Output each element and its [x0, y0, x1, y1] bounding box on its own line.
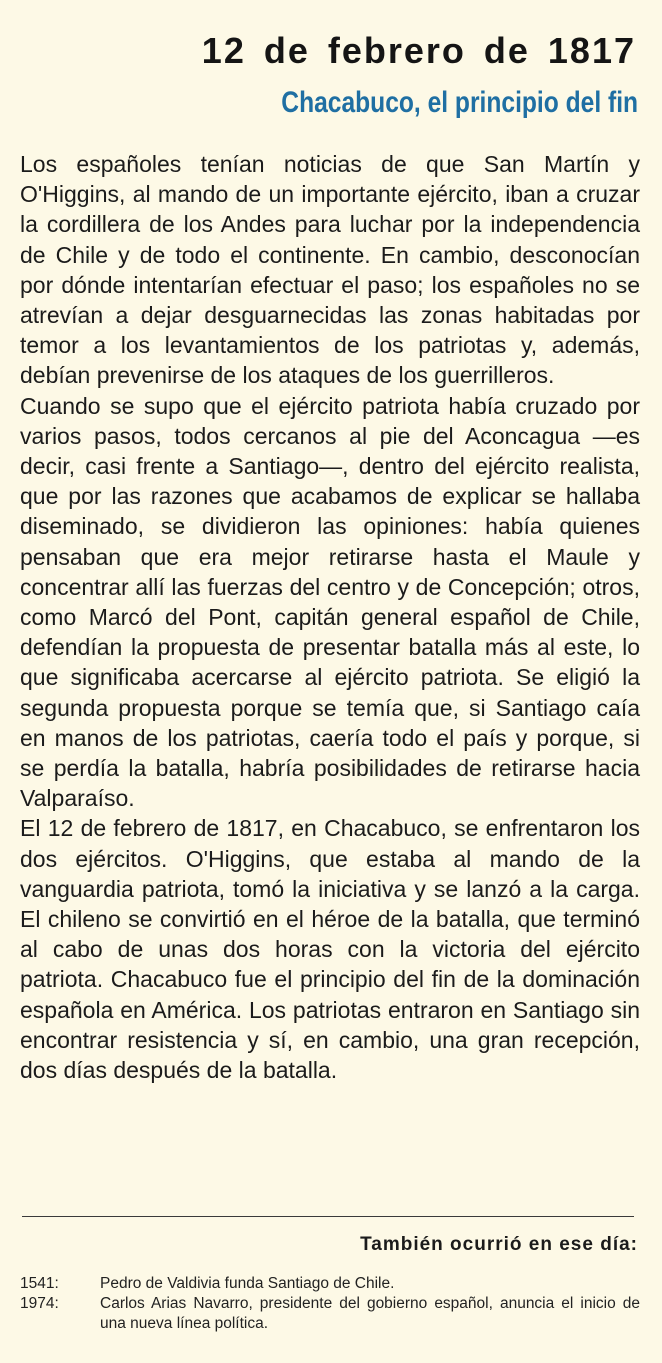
event-year: 1541: — [20, 1275, 59, 1292]
article-body — [20, 149, 640, 1085]
date-title: 12 de febrero de 1817 — [201, 30, 636, 71]
event-year: 1974: — [20, 1295, 59, 1312]
article-paragraph: Los españoles tenían noticias de que San Martín y O'Higgins, al mando de un importante ejército, iban a cruzar la cordillera de los Andes para luchar por la independencia de Chile y de todo el continente. En cambio, desconocían por dónde intentarían efectuar el paso; los españoles no se atrevían a dejar desguarnecidas las zonas habitadas por temor a los levantamientos de los patriotas y, además, debían prevenirse de los ataques de los guerrilleros. — [20, 151, 640, 389]
event-item — [20, 1274, 640, 1294]
article-paragraph: Cuando se supo que el ejército patriota había cruzado por varios pasos, todos cercanos al pie del Aconcagua —es decir, casi frente a Santiago—, dentro del ejército realista, que por las razones que acabamos de explicar se hallaba diseminado, se dividieron las opiniones: había quienes pensaban que era mejor retirarse hasta el Maule y concentrar allí las fuerzas del centro y de Concepción; otros, como Marcó del Pont, capitán general español de Chile, defendían la propuesta de presentar batalla más al este, lo que significaba acercarse al ejército patriota. Se eligió la segunda propuesta porque se temía que, si Santiago caía en manos de los patriotas, caería todo el país y porque, si se perdía la batalla, habría posibilidades de retirarse hacia Valparaíso. — [20, 392, 640, 812]
section-divider — [22, 1216, 634, 1217]
article-subtitle: Chacabuco, el principio del fin — [281, 86, 638, 119]
also-happened-heading: También ocurrió en ese día: — [360, 1234, 638, 1255]
event-item — [20, 1294, 640, 1334]
article-paragraph: El 12 de febrero de 1817, en Chacabuco, se enfrentaron los dos ejércitos. O'Higgins, que estaba al mando de la vanguardia patriota, tomó la iniciativa y se lanzó a la carga. El chileno se convirtió en el héroe de la batalla, que terminó al cabo de unas dos horas con la victoria del ejército patriota. Chacabuco fue el principio del fin de la dominación española en América. Los patriotas entraron en Santiago sin encontrar resistencia y sí, en cambio, una gran recepción, dos días después de la batalla. — [20, 815, 640, 1084]
events-list — [20, 1274, 640, 1334]
event-text: Carlos Arias Navarro, presidente del gobierno español, anuncia el inicio de una nueva línea política. — [100, 1295, 640, 1332]
event-text: Pedro de Valdivia funda Santiago de Chile. — [100, 1275, 395, 1292]
